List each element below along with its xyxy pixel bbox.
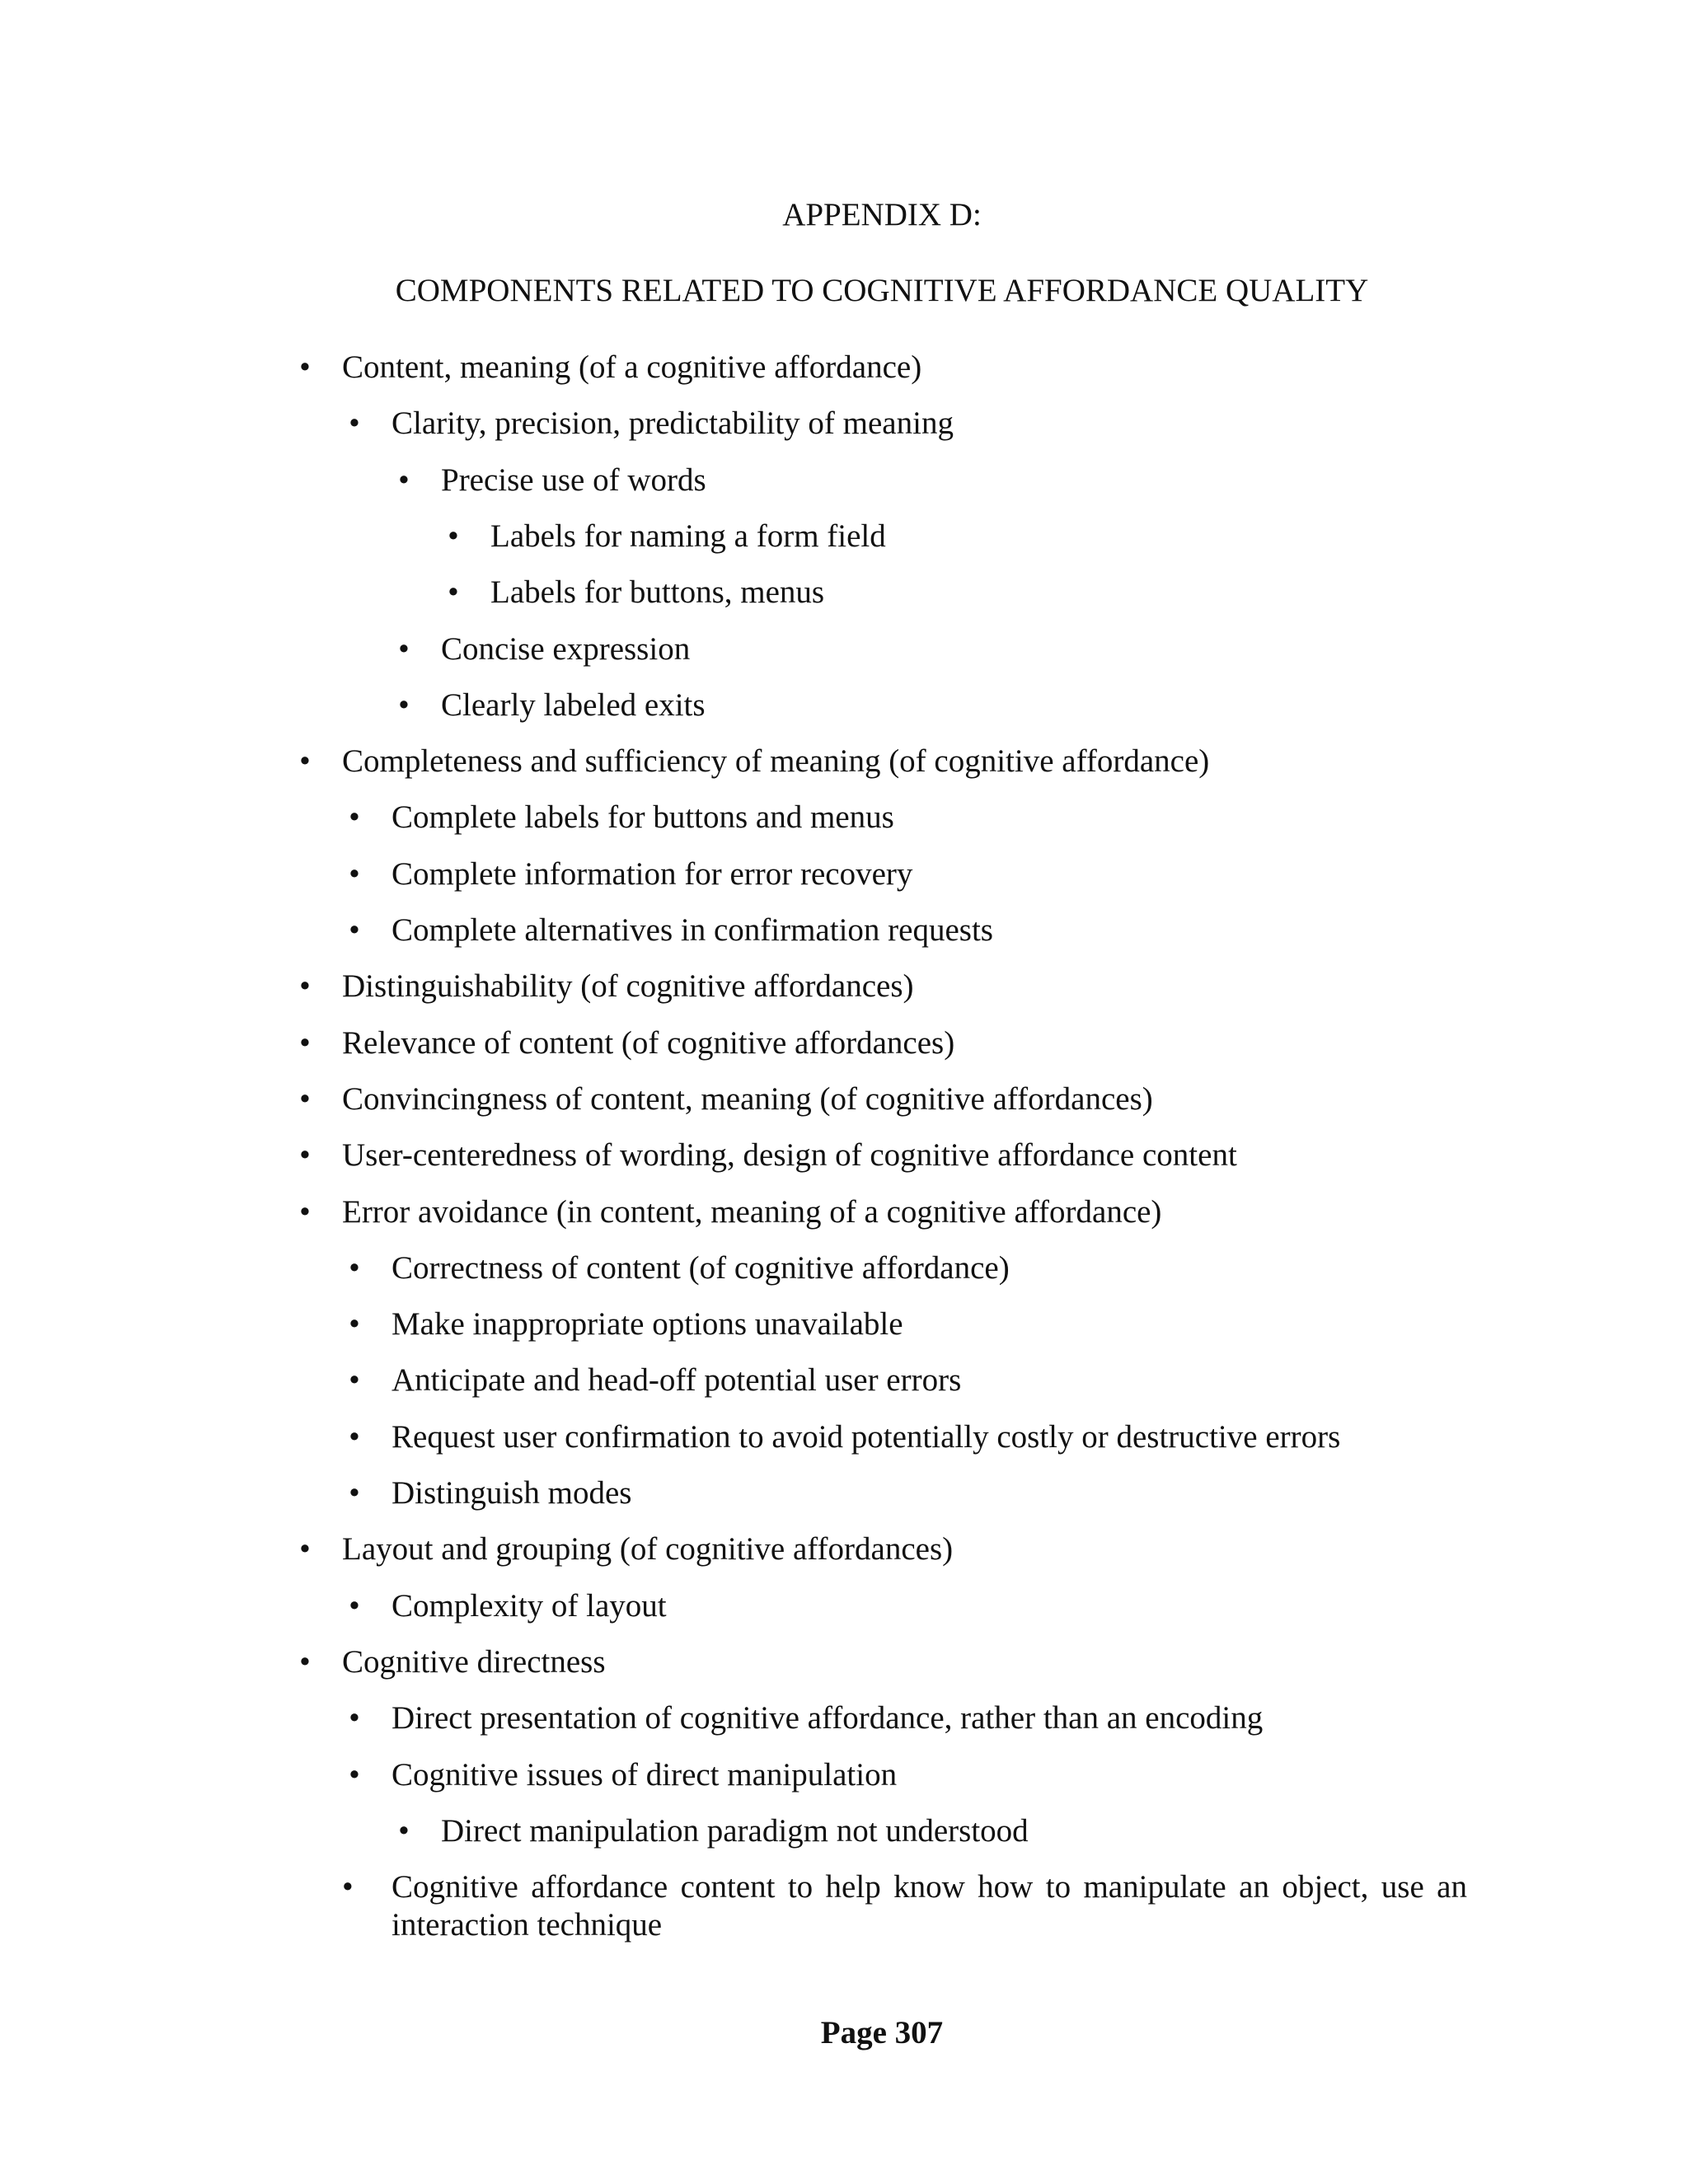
list-item-text: Layout and grouping (of cognitive affordances) <box>342 1531 954 1568</box>
list-item <box>448 574 825 612</box>
bullet-icon: • <box>398 687 410 723</box>
bullet-icon: • <box>349 1475 360 1511</box>
list-item-text: Correctness of content (of cognitive affordance) <box>392 1249 1010 1286</box>
bullet-icon: • <box>299 349 311 385</box>
list-item <box>349 1587 667 1625</box>
list-item-text: Relevance of content (of cognitive affordances) <box>342 1024 955 1061</box>
list-item-text: Distinguish modes <box>392 1475 632 1511</box>
bullet-icon: • <box>299 1531 311 1568</box>
list-item <box>299 349 922 387</box>
list-item <box>349 405 954 443</box>
list-item <box>349 1699 1264 1737</box>
bullet-icon: • <box>299 1080 311 1117</box>
list-item-text: Direct presentation of cognitive affordance, rather than an encoding <box>392 1700 1264 1736</box>
list-item-text: Convincingness of content, meaning (of cognitive affordances) <box>342 1080 1153 1117</box>
bullet-icon: • <box>349 405 360 442</box>
list-item-text: Concise expression <box>441 630 691 667</box>
list-item <box>342 1868 1467 1944</box>
bullet-icon: • <box>299 1193 311 1230</box>
list-item-text: Complete labels for buttons and menus <box>392 799 894 836</box>
list-item <box>299 1530 954 1568</box>
list-item-text: Error avoidance (in content, meaning of a cognitive affordance) <box>342 1193 1162 1230</box>
list-item <box>299 743 1210 780</box>
bullet-icon: • <box>299 1024 311 1061</box>
list-item <box>349 855 913 893</box>
list-item <box>349 1756 898 1794</box>
list-item <box>299 1080 1153 1118</box>
list-item <box>349 1361 962 1399</box>
list-item <box>349 1249 1010 1287</box>
list-item <box>299 1643 606 1681</box>
list-item <box>349 799 894 837</box>
bullet-icon: • <box>349 799 360 836</box>
list-item-text: Labels for naming a form field <box>490 518 886 554</box>
bullet-icon: • <box>448 574 459 611</box>
list-item-text: Precise use of words <box>441 462 706 498</box>
list-item-text: Direct manipulation paradigm not understood <box>441 1812 1029 1849</box>
bullet-icon: • <box>299 968 311 1005</box>
bullet-icon: • <box>342 1869 354 1905</box>
list-item-text: Clarity, precision, predictability of meaning <box>392 405 954 442</box>
list-item <box>349 912 993 949</box>
bullet-icon: • <box>349 1249 360 1286</box>
bullet-icon: • <box>299 1643 311 1680</box>
list-item-text: Cognitive issues of direct manipulation <box>392 1756 898 1793</box>
list-item-text: Clearly labeled exits <box>441 687 706 723</box>
list-item-text: Labels for buttons, menus <box>490 574 825 611</box>
list-item-text: Complete alternatives in confirmation requests <box>392 912 993 948</box>
bullet-icon: • <box>349 1700 360 1736</box>
list-item <box>398 630 691 668</box>
list-item-text: Request user confirmation to avoid potentially costly or destructive errors <box>392 1418 1341 1455</box>
list-item-text: User-centeredness of wording, design of cognitive affordance content <box>342 1137 1237 1174</box>
bullet-icon: • <box>349 1756 360 1793</box>
bullet-icon: • <box>448 518 459 554</box>
bullet-icon: • <box>349 1587 360 1624</box>
list-item-text: Content, meaning (of a cognitive affordance) <box>342 349 922 385</box>
list-item-text: Complexity of layout <box>392 1587 667 1624</box>
list-item <box>349 1418 1341 1456</box>
list-item-text: Distinguishability (of cognitive affordances) <box>342 968 914 1005</box>
bullet-icon: • <box>398 630 410 667</box>
list-item <box>299 1024 955 1062</box>
list-item <box>448 518 886 555</box>
list-item <box>398 1812 1029 1850</box>
appendix-title: APPENDIX D: <box>782 197 982 232</box>
list-item-text: Completeness and sufficiency of meaning (of cognitive affordance) <box>342 743 1210 780</box>
list-item <box>349 1474 632 1512</box>
list-item <box>349 1305 903 1343</box>
bullet-icon: • <box>349 1306 360 1343</box>
bullet-icon: • <box>349 912 360 948</box>
page-number: Page 307 <box>820 2015 944 2050</box>
list-item <box>299 1193 1162 1231</box>
bullet-icon: • <box>398 1812 410 1849</box>
bullet-icon: • <box>349 855 360 892</box>
list-item-text: Complete information for error recovery <box>392 855 913 892</box>
list-item <box>398 462 706 499</box>
list-item <box>398 687 706 724</box>
list-item <box>299 968 914 1005</box>
bullet-icon: • <box>299 1137 311 1174</box>
list-item-text: Cognitive affordance content to help know how to manipulate an object, use an interaction technique <box>392 1869 1467 1943</box>
list-item <box>299 1137 1237 1174</box>
bullet-icon: • <box>398 462 410 498</box>
list-item-text: Make inappropriate options unavailable <box>392 1306 903 1343</box>
bullet-icon: • <box>349 1418 360 1455</box>
list-item-text: Anticipate and head-off potential user errors <box>392 1362 962 1399</box>
list-item-text: Cognitive directness <box>342 1643 606 1680</box>
bullet-icon: • <box>299 743 311 780</box>
bullet-icon: • <box>349 1362 360 1399</box>
appendix-subtitle: COMPONENTS RELATED TO COGNITIVE AFFORDANCE QUALITY <box>395 273 1369 308</box>
